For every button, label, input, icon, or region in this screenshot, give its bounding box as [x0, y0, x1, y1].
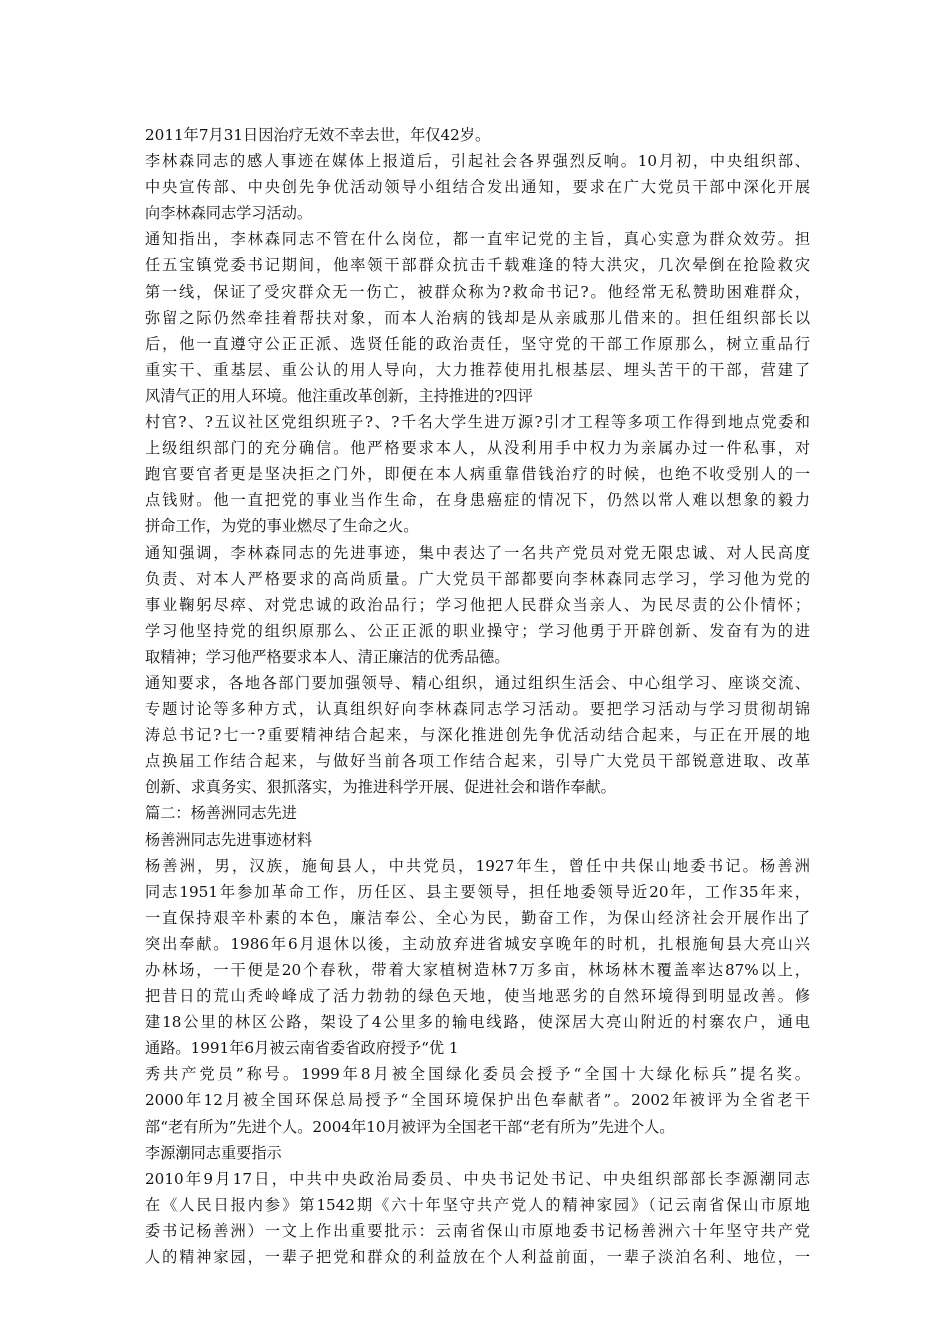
- text-line: 重实干、重基层、重公认的用人导向，大力推荐使用扎根基层、埋头苦干的干部，营建了: [145, 360, 810, 379]
- text-line: 点钱财。他一直把党的事业当作生命，在身患癌症的情况下，仍然以常人难以想象的毅力: [145, 491, 810, 510]
- text-line: 建18公里的林区公路，架设了4公里多的输电线路，使深居大亮山附近的村寨农户，通电: [145, 1013, 810, 1032]
- text-line: 第一线，保证了受灾群众无一伤亡，被群众称为?救命书记?。他经常无私赞助困难群众，: [145, 282, 810, 301]
- document-page: [145, 122, 810, 1270]
- text-line: 中央宣传部、中央创先争优活动领导小组结合发出通知，要求在广大党员干部中深化开展: [145, 178, 810, 197]
- text-line: 委书记杨善洲）一文上作出重要批示：云南省保山市原地委书记杨善洲六十年坚守共产党: [145, 1221, 810, 1240]
- text-line: 秀共产党员”称号。1999年8月被全国绿化委员会授予“全国十大绿化标兵”提名奖。: [145, 1065, 810, 1084]
- text-line: 在《人民日报内参》第1542期《六十年坚守共产党人的精神家园》（记云南省保山市原地: [145, 1195, 810, 1214]
- text-line: 向李林森同志学习活动。: [145, 204, 313, 223]
- text-line: 专题讨论等多种方式，认真组织好向李林森同志学习活动。要把学习活动与学习贯彻胡锦: [145, 700, 810, 719]
- text-line: 通知指出，李林森同志不管在什么岗位，都一直牢记党的主旨，真心实意为群众效劳。担: [145, 230, 810, 249]
- text-line: 把昔日的荒山秃岭峰成了活力勃勃的绿色天地，使当地恶劣的自然环境得到明显改善。修: [145, 987, 810, 1006]
- text-line: 点换届工作结合起来，与做好当前各项工作结合起来，引导广大党员干部锐意进取、改革: [145, 752, 810, 771]
- text-line: 村官?、?五议社区党组织班子?、?千名大学生进万源?引才工程等多项工作得到地点党委和: [145, 413, 810, 432]
- text-line: 部“老有所为”先进个人。2004年10月被评为全国老干部“老有所为”先进个人。: [145, 1117, 675, 1136]
- text-line: 通路。1991年6月被云南省委省政府授予“优 1: [145, 1039, 459, 1058]
- text-line: 2010年9月17日，中共中央政治局委员、中央书记处书记、中央组织部部长李源潮同志: [145, 1169, 810, 1188]
- text-line: 风清气正的用人环境。他注重改革创新，主持推进的?四评: [145, 386, 533, 405]
- text-line: 一直保持艰辛朴素的本色，廉洁奉公、全心为民，勤奋工作，为保山经济社会开展作出了: [145, 908, 810, 927]
- text-line: 取精神；学习他严格要求本人、清正廉洁的优秀品德。: [145, 647, 510, 666]
- text-line: 篇二：杨善洲同志先进: [145, 804, 297, 823]
- text-line: 任五宝镇党委书记期间，他率领干部群众抗击千载难逢的特大洪灾，几次晕倒在抢险救灾: [145, 256, 810, 275]
- text-line: 跑官要官者更是坚决拒之门外，即便在本人病重靠借钱治疗的时候，也绝不收受别人的一: [145, 465, 810, 484]
- text-line: 通知要求，各地各部门要加强领导、精心组织，通过组织生活会、中心组学习、座谈交流、: [145, 673, 810, 692]
- text-line: 拼命工作，为党的事业燃尽了生命之火。: [145, 517, 419, 536]
- text-line: 负责、对本人严格要求的高尚质量。广大党员干部都要向李林森同志学习，学习他为党的: [145, 569, 810, 588]
- text-line: 2011年7月31日因治疗无效不幸去世，年仅42岁。: [145, 126, 491, 144]
- text-line: 通知强调，李林森同志的先进事迹，集中表达了一名共产党员对党无限忠诚、对人民高度: [145, 543, 810, 562]
- text-line: 后，他一直遵守公正正派、选贤任能的政治责任，坚守党的干部工作原那么，树立重品行: [145, 334, 810, 353]
- text-line: 2000年12月被全国环保总局授予“全国环境保护出色奉献者”。2002年被评为全省老干: [145, 1091, 810, 1110]
- text-line: 突出奉献。1986年6月退休以後，主动放弃进省城安享晚年的时机，扎根施甸县大亮山兴: [145, 934, 810, 953]
- text-line: 同志1951年参加革命工作，历任区、县主要领导，担任地委领导近20年，工作35年来，: [145, 882, 810, 901]
- text-line: 涛总书记?七一?重要精神结合起来，与深化推进创先争优活动结合起来，与正在开展的地: [145, 726, 810, 745]
- text-line: 弥留之际仍然牵挂着帮扶对象，而本人治病的钱却是从亲戚那儿借来的。担任组织部长以: [145, 308, 810, 327]
- text-line: 李林森同志的感人事迹在媒体上报道后，引起社会各界强烈反响。10月初，中央组织部、: [145, 152, 810, 171]
- text-line: 上级组织部门的充分确信。他严格要求本人，从没利用手中权力为亲属办过一件私事，对: [145, 439, 810, 458]
- text-line: 学习他坚持党的组织原那么、公正正派的职业操守；学习他勇于开辟创新、发奋有为的进: [145, 621, 810, 640]
- text-line: 事业鞠躬尽瘁、对党忠诚的政治品行；学习他把人民群众当亲人、为民尽责的公仆情怀；: [145, 595, 810, 614]
- text-line: 创新、求真务实、狠抓落实，为推进科学开展、促进社会和谐作奉献。: [145, 778, 616, 797]
- text-line: 杨善洲同志先进事迹材料: [145, 830, 313, 849]
- text-line: 办林场，一干便是20个春秋，带着大家植树造林7万多亩，林场林木覆盖率达87%以上，: [145, 961, 810, 979]
- text-line: 人的精神家园，一辈子把党和群众的利益放在个人利益前面，一辈子淡泊名利、地位，一: [145, 1248, 810, 1267]
- text-line: 李源潮同志重要指示: [145, 1143, 282, 1162]
- text-line: 杨善洲，男，汉族，施甸县人，中共党员，1927年生，曾任中共保山地委书记。杨善洲: [145, 856, 810, 875]
